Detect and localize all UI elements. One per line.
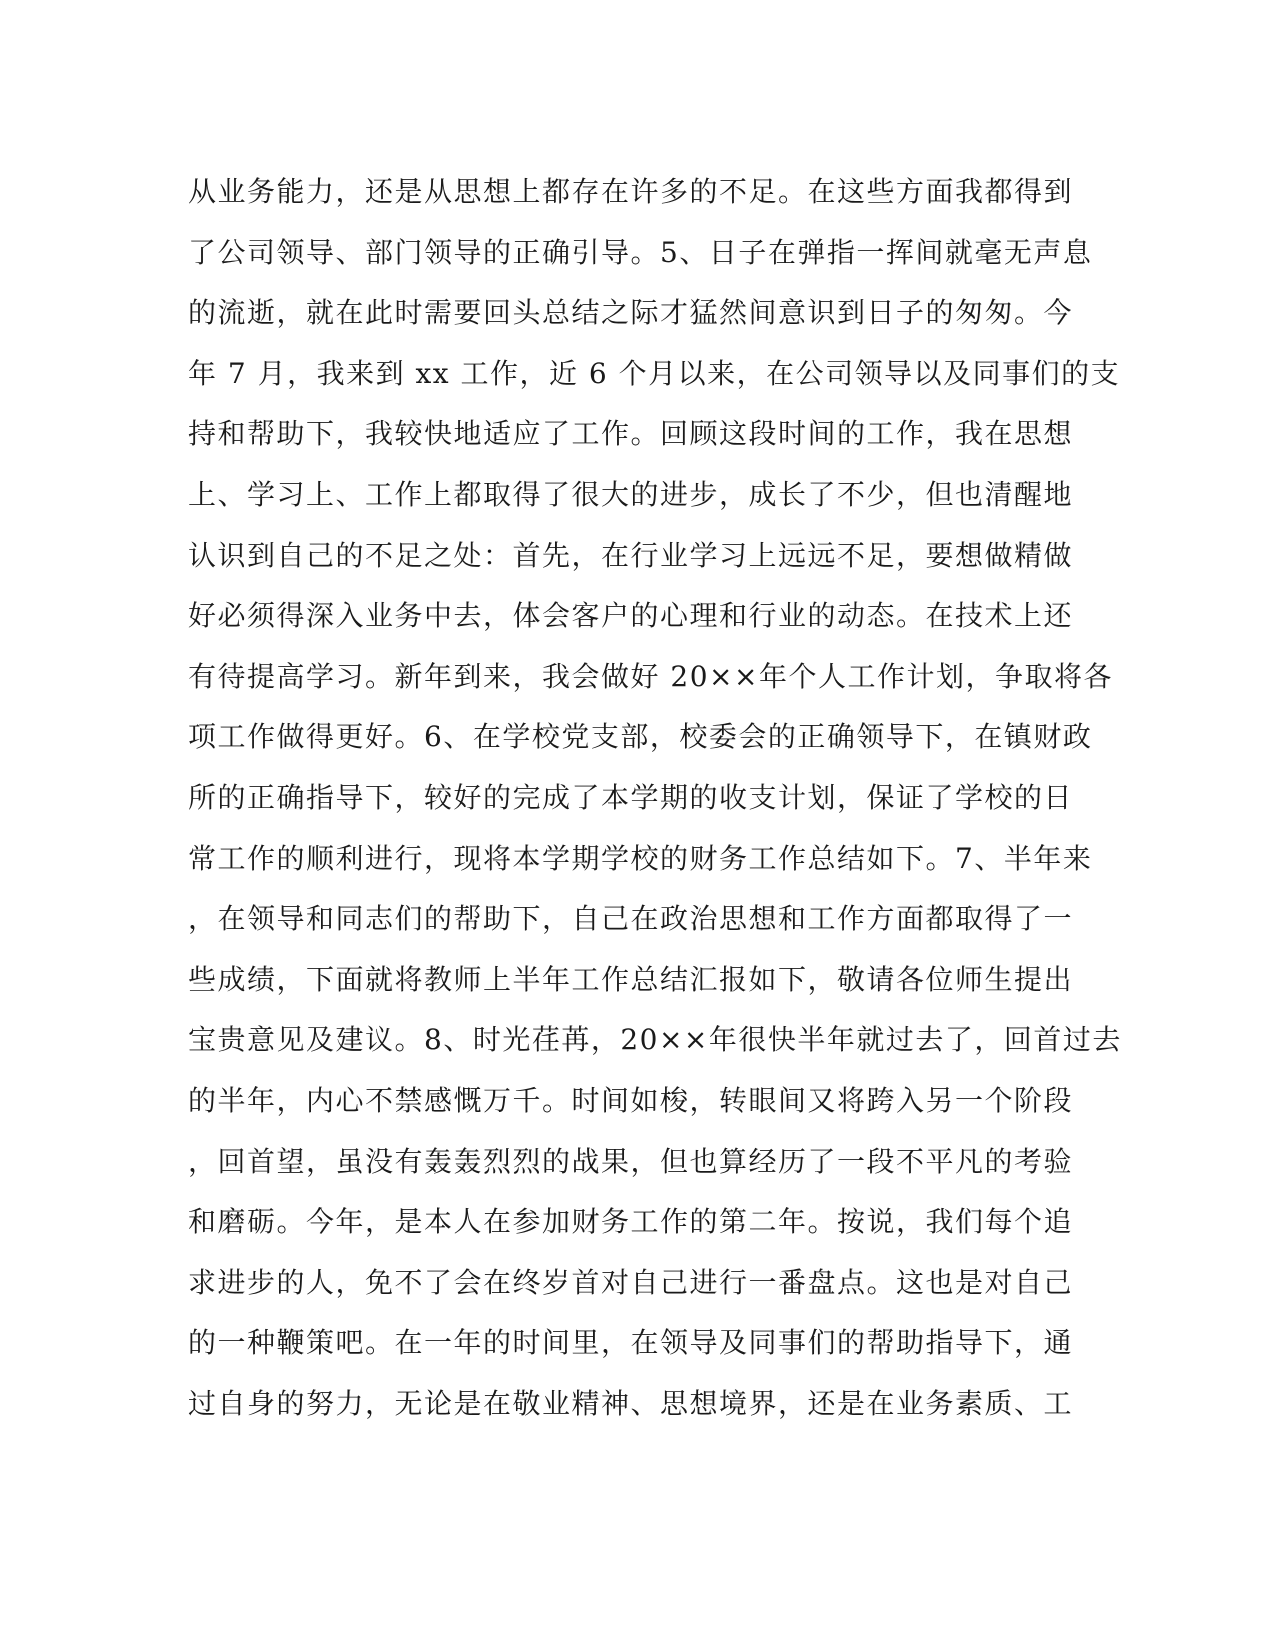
text-line-12: 常工作的顺利进行，现将本学期学校的财务工作总结如下。7、半年来 [188,841,1093,875]
body-text [188,162,1122,1434]
text-line-17: ，回首望，虽没有轰轰烈烈的战果，但也算经历了一段不平凡的考验 [188,1144,1074,1178]
text-line-10: 项工作做得更好。6、在学校党支部，校委会的正确领导下，在镇财政 [188,720,1093,754]
text-line-2: 了公司领导、部门领导的正确引导。5、日子在弹指一挥间就毫无声息 [188,235,1093,269]
text-line-3: 的流逝，就在此时需要回头总结之际才猛然间意识到日子的匆匆。今 [188,296,1074,330]
text-line-21: 过自身的努力，无论是在敬业精神、思想境界，还是在业务素质、工 [188,1386,1074,1420]
text-line-8: 好必须得深入业务中去，体会客户的心理和行业的动态。在技术上还 [188,599,1074,633]
text-line-1: 从业务能力，还是从思想上都存在许多的不足。在这些方面我都得到 [188,175,1074,208]
text-line-6: 上、学习上、工作上都取得了很大的进步，成长了不少，但也清醒地 [188,477,1074,511]
text-line-4: 年 7 月，我来到 xx 工作，近 6 个月以来，在公司领导以及同事们的支 [188,356,1121,390]
text-line-9: 有待提高学习。新年到来，我会做好 20××年个人工作计划，争取将各 [188,659,1113,693]
text-line-16: 的半年，内心不禁感慨万千。时间如梭，转眼间又将跨入另一个阶段 [188,1083,1074,1117]
text-line-20: 的一种鞭策吧。在一年的时间里，在领导及同事们的帮助指导下，通 [188,1326,1074,1360]
text-line-19: 求进步的人，免不了会在终岁首对自己进行一番盘点。这也是对自己 [188,1265,1074,1299]
text-line-14: 些成绩，下面就将教师上半年工作总结汇报如下，敬请各位师生提出 [188,962,1074,996]
text-line-7: 认识到自己的不足之处：首先，在行业学习上远远不足，要想做精做 [188,538,1074,572]
text-line-18: 和磨砺。今年，是本人在参加财务工作的第二年。按说，我们每个追 [188,1205,1074,1239]
text-line-5: 持和帮助下，我较快地适应了工作。回顾这段时间的工作，我在思想 [188,417,1074,451]
text-line-15: 宝贵意见及建议。8、时光荏苒，20××年很快半年就过去了，回首过去 [188,1023,1122,1057]
text-line-11: 所的正确指导下，较好的完成了本学期的收支计划，保证了学校的日 [188,780,1074,814]
text-line-13: ，在领导和同志们的帮助下，自己在政治思想和工作方面都取得了一 [188,902,1074,936]
